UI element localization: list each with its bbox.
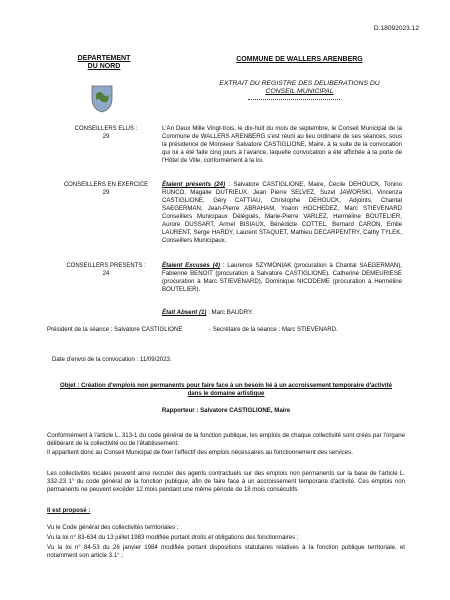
extract-heading [197,80,402,96]
rapporteur-line: Rapporteur : Salvatore CASTIGLIONE, Maire [161,407,291,414]
commune-heading: COMMUNE DE WALLERS ARENBERG [236,56,363,63]
department-heading [55,55,153,71]
extract-line-2: CONSEIL MUNICIPAL [265,88,334,96]
extract-line-1: EXTRAIT DU REGISTRE DES DELIBERATIONS DU [219,80,380,87]
elus-count: 29 [102,134,110,141]
exercice-block [42,181,170,197]
department-line-1: DEPARTEMENT [77,55,131,62]
intro-paragraph: L'An Deux Mille Vingt-trois, le dix-huit du mois de septembre, le Conseil Municipal de la Commune de WALLERS ARENBERG s'est réuni au lieu ordinaire de ses séances, sous la présidence de Monsieur Salvatore CASTIGLIONE, Maire, à la suite de la convocation qui lui a été faite cinq jours à l'avance, laquelle convocation a été affichée à la porte de l'Hôtel de Ville, conformément à la loi. [162,125,402,165]
absent-label: Était Absent (1) [162,309,207,316]
vu-loi-84-53: Vu la loi n° 84-53 du 26 janvier 1984 modifiée portant dispositions statutaires relatives à la fonction publique territoriale, et notamment son article 3.1° ; [47,544,405,560]
exercice-label: CONSEILLERS EN EXERCICE [63,182,149,188]
president-line: Président de la séance : Salvatore CASTIGLIONE [47,326,183,333]
vu-cgct: Vu le Code général des collectivités territoriales ; [47,524,179,531]
presents-stat-label: CONSEILLERS PRESENTS : [66,263,146,269]
presents-stat-count: 24 [102,271,110,278]
elus-label: CONSEILLERS ELUS : [74,126,138,132]
excuses-paragraph [162,262,402,294]
absent-paragraph [162,309,402,317]
excuses-list: : Laurence SZYMONIAK (procuration à Chantal SAEGERMAN), Fabienne BENOIT (procuration à Salvatore CASTIGLIONE), Catherine DEMEURIESE (procuration à Marc STIEVENARD), Dominique NICODEME (procuration à Herméline BOUTELIER). [162,262,402,294]
secretaire-line: - Secrétaire de la séance : Marc STIEVENARD. [209,326,338,333]
objet-heading [42,382,410,398]
department-line-2: DU NORD [87,63,121,71]
vu-loi-83-634: Vu la loi n° 83-634 du 13 juillet 1983 modifiée portant droits et obligations des fonctionnaires ; [47,534,299,541]
absent-list: : Marc BAUDRY. [206,309,253,316]
paragraph-article-313: Conformément à l'article L. 313-1 du code général de la fonction publique, les emplois de chaque collectivité sont créés par l'organe délibérant de la collectivité ou de l'établissement. [47,432,405,448]
coat-of-arms-icon [91,85,113,113]
convocation-date: Date d'envoi de la convocation : 11/09/2023. [52,356,172,363]
presents-list: : Salvatore CASTIGLIONE, Maire, Cécile DEHOUCK, Tonino RUNCO, Magalie DUTRIEUX, Jean Pierre SELVEZ, Suzel JAWORSKI, Vincenza CASTIGLIONE, Géry CATTIAU, Christophe DEHOUCK, Adjoints, Chantal SAEGERMAN, Jean-Pierre ABRAHAM, Yoann HOCHEDEZ, Marc STIEVENARD Conseillers Municipaux Délégués, Marie-Pierre VARLEZ, Herméline BOUTELIER, Aurore DUSSART, Armel BISIAUX, Bénédicte COTTEL, Bernard CARON, Emile LAURENT, Serge HARDY, Laurent STAQUET, Mathieu DECARPENTRY, Cathy TYLEK, Conseillers Municipaux. [162,181,402,245]
presents-block [42,262,170,278]
propose-label: Il est proposé : [47,507,91,514]
dotted-separator [248,99,340,100]
presents-label: Étaient présents (24) [162,181,226,188]
objet-line-1: Objet : Création d'emplois non permanents pour faire face à un besoin lié à un accroissement temporaire d'activité [59,382,393,389]
elus-block [42,125,170,141]
presents-paragraph [162,181,402,245]
excuses-label: Étaient Excusés (4) [162,262,221,269]
objet-line-2: dans le domaine artistique [187,390,265,398]
paragraph-recrutement: Les collectivités locales peuvent ainsi recruter des agents contractuels sur des emplois non permanents sur la base de l'article L. 332-23 1° du code général de la fonction publique, afin de faire face à un accroissement temporaire d'activité. Ces emplois non permanents ne peuvent excéder 12 mois pendant une même période de 18 mois consécutifs. [47,470,405,494]
document-reference: D.18092023.12 [373,25,419,32]
paragraph-effectif: Il appartient donc au Conseil Municipal de fixer l'effectif des emplois nécessaires au fonctionnement des services. [47,449,353,456]
exercice-count: 29 [102,190,110,197]
